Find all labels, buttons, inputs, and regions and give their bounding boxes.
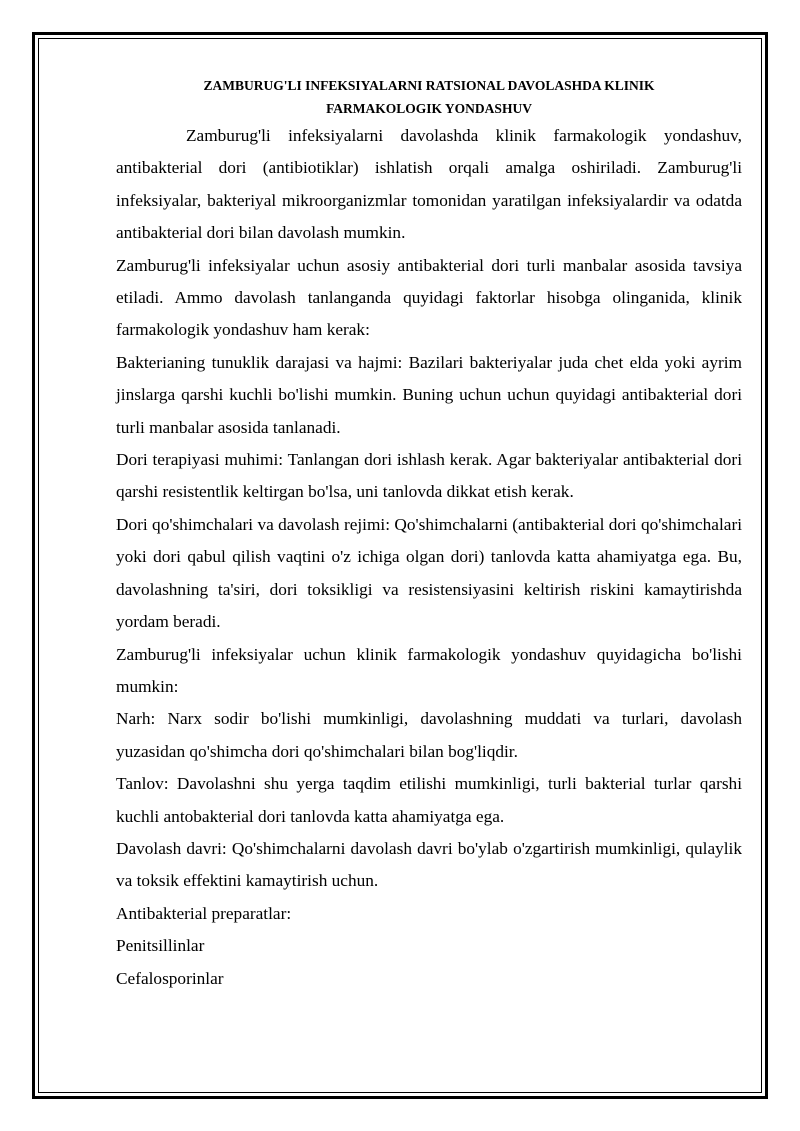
paragraph-preparations-heading: Antibakterial preparatlar: [116,903,292,923]
paragraph-bacteria-sensitivity: Bakterianing tunuklik darajasi va hajmi: Bazilari bakteriyalar juda chet elda yoki ayrim jinslarga qarshi kuchli bo'lishi mumkin. Buning uchun uchun quyidagi antibakterial dori turli manbalar asosida tanlanadi. [116,352,742,437]
title-line-1: ZAMBURUG'LI INFEKSIYALARNI RATSIONAL DAVOLASHDA KLINIK [203,78,655,93]
title-line-2: FARMAKOLOGIK YONDASHUV [326,101,532,116]
paragraph-drug-therapy: Dori terapiyasi muhimi: Tanlangan dori ishlash kerak. Agar bakteriyalar antibakterial dori qarshi resistentlik keltirgan bo'lsa, uni tanlovda dikkat etish kerak. [116,450,742,502]
paragraph-clinical-approach: Zamburug'li infeksiyalar uchun klinik farmakologik yondashuv quyidagicha bo'lishi mumkin: [116,644,742,696]
document-title [116,74,742,120]
list-item-penicillins: Penitsillinlar [116,936,205,956]
document-body [116,74,742,995]
paragraph-treatment-period: Davolash davri: Qo'shimchalarni davolash davri bo'ylab o'zgartirish mumkinligi, qulaylik va toksik effektini kamaytirish uchun. [116,838,742,891]
list-item-cephalosporins: Cefalosporinlar [116,968,224,988]
paragraph-main-antibacterial: Zamburug'li infeksiyalar uchun asosiy antibakterial dori turli manbalar asosida tavsiya etiladi. Ammo davolash tanlanganda quyidagi faktorlar hisobga olinganida, klinik farmakologik yondashuv ham kerak: [116,255,742,340]
paragraph-intro: Zamburug'li infeksiyalarni davolashda klinik farmakologik yondashuv, antibakterial dori (antibiotiklar) ishlatish orqali amalga oshiriladi. Zamburug'li infeksiyalar, bakteriyal mikroorganizmlar tomonidan yaratilgan infeksiyalardir va odatda antibakterial dori bilan davolash mumkin. [116,126,742,243]
paragraph-drug-supplements: Dori qo'shimchalari va davolash rejimi: Qo'shimchalarni (antibakterial dori qo'shimchalari yoki dori qabul qilish vaqtini o'z ichiga olgan dori) tanlovda katta ahamiyatga ega. Bu, davolashning ta'siri, dori toksikligi va resistensiyasini keltirish riskini kamaytirishda yordam beradi. [116,514,742,632]
paragraph-selection: Tanlov: Davolashni shu yerga taqdim etilishi mumkinligi, turli bakterial turlar qarshi kuchli antobakterial dori tanlovda katta ahamiyatga ega. [116,774,742,826]
paragraph-price: Narh: Narx sodir bo'lishi mumkinligi, davolashning muddati va turlari, davolash yuzasidan qo'shimcha dori qo'shimchalari bilan bog'liqdir. [116,709,742,761]
